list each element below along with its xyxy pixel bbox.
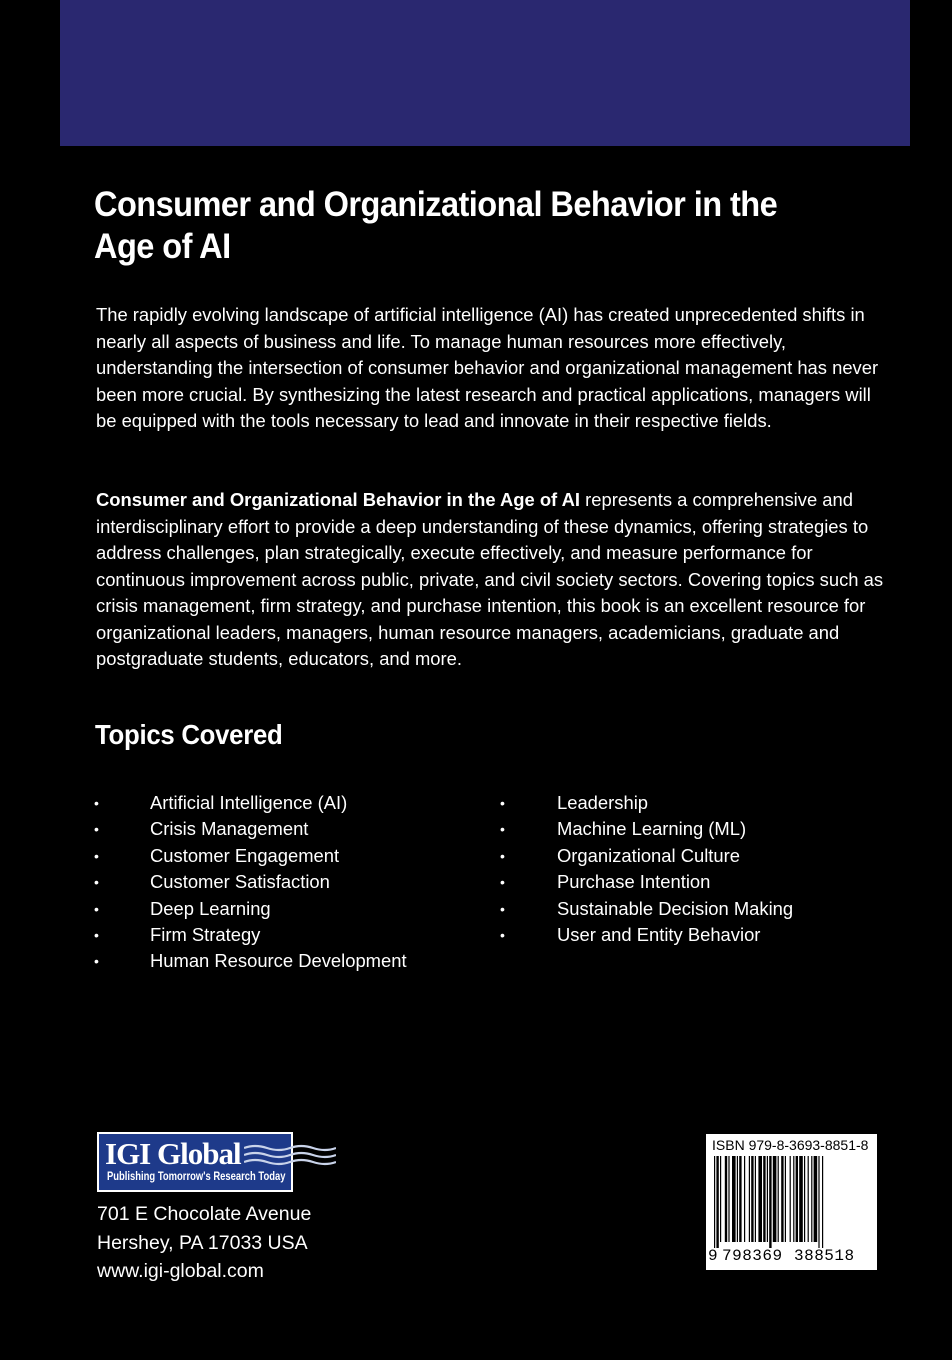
topic-label: Machine Learning (ML) [557,818,747,840]
barcode-digits-group2: 388518 [794,1247,855,1265]
topic-label: Sustainable Decision Making [557,897,794,919]
bullet: • [94,953,99,970]
bullet: • [500,900,505,917]
book-title: Consumer and Organizational Behavior in the Age of AI [94,185,778,266]
bullet: • [94,795,99,811]
topic-label: Customer Satisfaction [150,871,330,893]
barcode-bar [799,1156,803,1242]
barcode-bar [811,1156,812,1242]
barcode-bar [720,1156,721,1242]
barcode-bar [814,1156,818,1242]
description-text: represents a comprehensive and interdisciplinary effort to provide a deep understanding of these dynamics, offering strategies to address challenges, plan strategically, execute effectively, and measure performance for continuous improvement across public, private, and civil society sectors. Covering topics such as crisis management, firm strategy, and purchase intention, this book is an excellent resource for organizational leaders, managers, human resource managers, academicians, graduate and postgraduate students, educators, and more. [96,489,884,669]
barcode-bar [737,1156,738,1242]
bullet: • [94,821,99,838]
topic-label: Crisis Management [150,818,309,840]
publisher-logo-tagline: Publishing Tomorrow's Research Today [107,1171,286,1183]
barcode-bar [755,1156,756,1242]
topic-label: Organizational Culture [557,844,740,866]
barcode-bar [763,1156,765,1242]
barcode-digit-first: 9 [708,1247,718,1265]
barcode-bar [822,1156,823,1248]
bullet: • [500,847,505,864]
bullet: • [500,874,505,891]
barcode-digits-group1: 798369 [722,1247,783,1265]
publisher-website: www.igi-global.com [97,1260,264,1282]
barcode-bar [818,1156,819,1248]
publisher-address [97,1200,311,1286]
barcode-bar [769,1156,771,1248]
description-paragraph-2 [96,487,896,673]
topic-label: User and Entity Behavior [557,923,761,945]
barcode-bar [714,1156,715,1248]
topic-label: Artificial Intelligence (AI) [150,792,348,813]
barcode-bar [767,1156,768,1242]
topic-label: Firm Strategy [150,923,261,945]
barcode-bar [790,1156,791,1242]
topic-label: Customer Engagement [150,844,340,866]
barcode-bar [758,1156,762,1242]
barcode-bar [808,1156,809,1242]
isbn-barcode [706,1134,877,1270]
bullet: • [94,900,99,917]
barcode-bar [716,1156,718,1248]
barcode-bar [744,1156,745,1242]
barcode-bar [725,1156,727,1242]
barcode-bar [785,1156,786,1242]
barcode-bar [749,1156,750,1242]
bullet: • [94,847,99,864]
barcode-bar [804,1156,805,1242]
topics-heading: Topics Covered [95,719,283,750]
topic-label: Human Resource Development [150,950,407,972]
description-paragraph-1: The rapidly evolving landscape of artificial intelligence (AI) has created unprecedented shifts in nearly all aspects of business and life. To manage human resources more effectively, understanding the intersection of consumer behavior and organizational management has never been more crucial. By synthesizing the latest research and practical applications, managers will be equipped with the tools necessary to lead and innovate in their respective fields. [96,304,879,431]
topic-label: Deep Learning [150,897,271,919]
topic-label: Purchase Intention [557,871,711,893]
barcode-bar [793,1156,794,1242]
bullet: • [500,821,505,838]
barcode-bar [781,1156,783,1242]
bullet: • [500,926,505,943]
barcode-bar [728,1156,729,1242]
logo-waves-icon [244,1144,336,1170]
bullet: • [94,926,99,943]
barcode-bars [714,1156,870,1248]
description-book-title: Consumer and Organizational Behavior in the Age of AI [96,489,581,510]
barcode-bar [796,1156,798,1242]
topic-label: Leadership [557,792,649,813]
publisher-logo-name: IGI Global [105,1136,241,1171]
cover-top-band [60,0,910,146]
barcode-bar [773,1156,777,1242]
address-city: Hershey, PA 17033 USA [97,1231,308,1254]
bullet: • [94,874,99,891]
barcode-bar [751,1156,753,1242]
barcode-bar [739,1156,741,1242]
isbn-label: ISBN 979-8-3693-8851-8 [712,1137,869,1153]
address-street: 701 E Chocolate Avenue [97,1203,312,1225]
bullet: • [500,795,505,811]
barcode-bar [778,1156,779,1242]
barcode-bar [732,1156,736,1242]
